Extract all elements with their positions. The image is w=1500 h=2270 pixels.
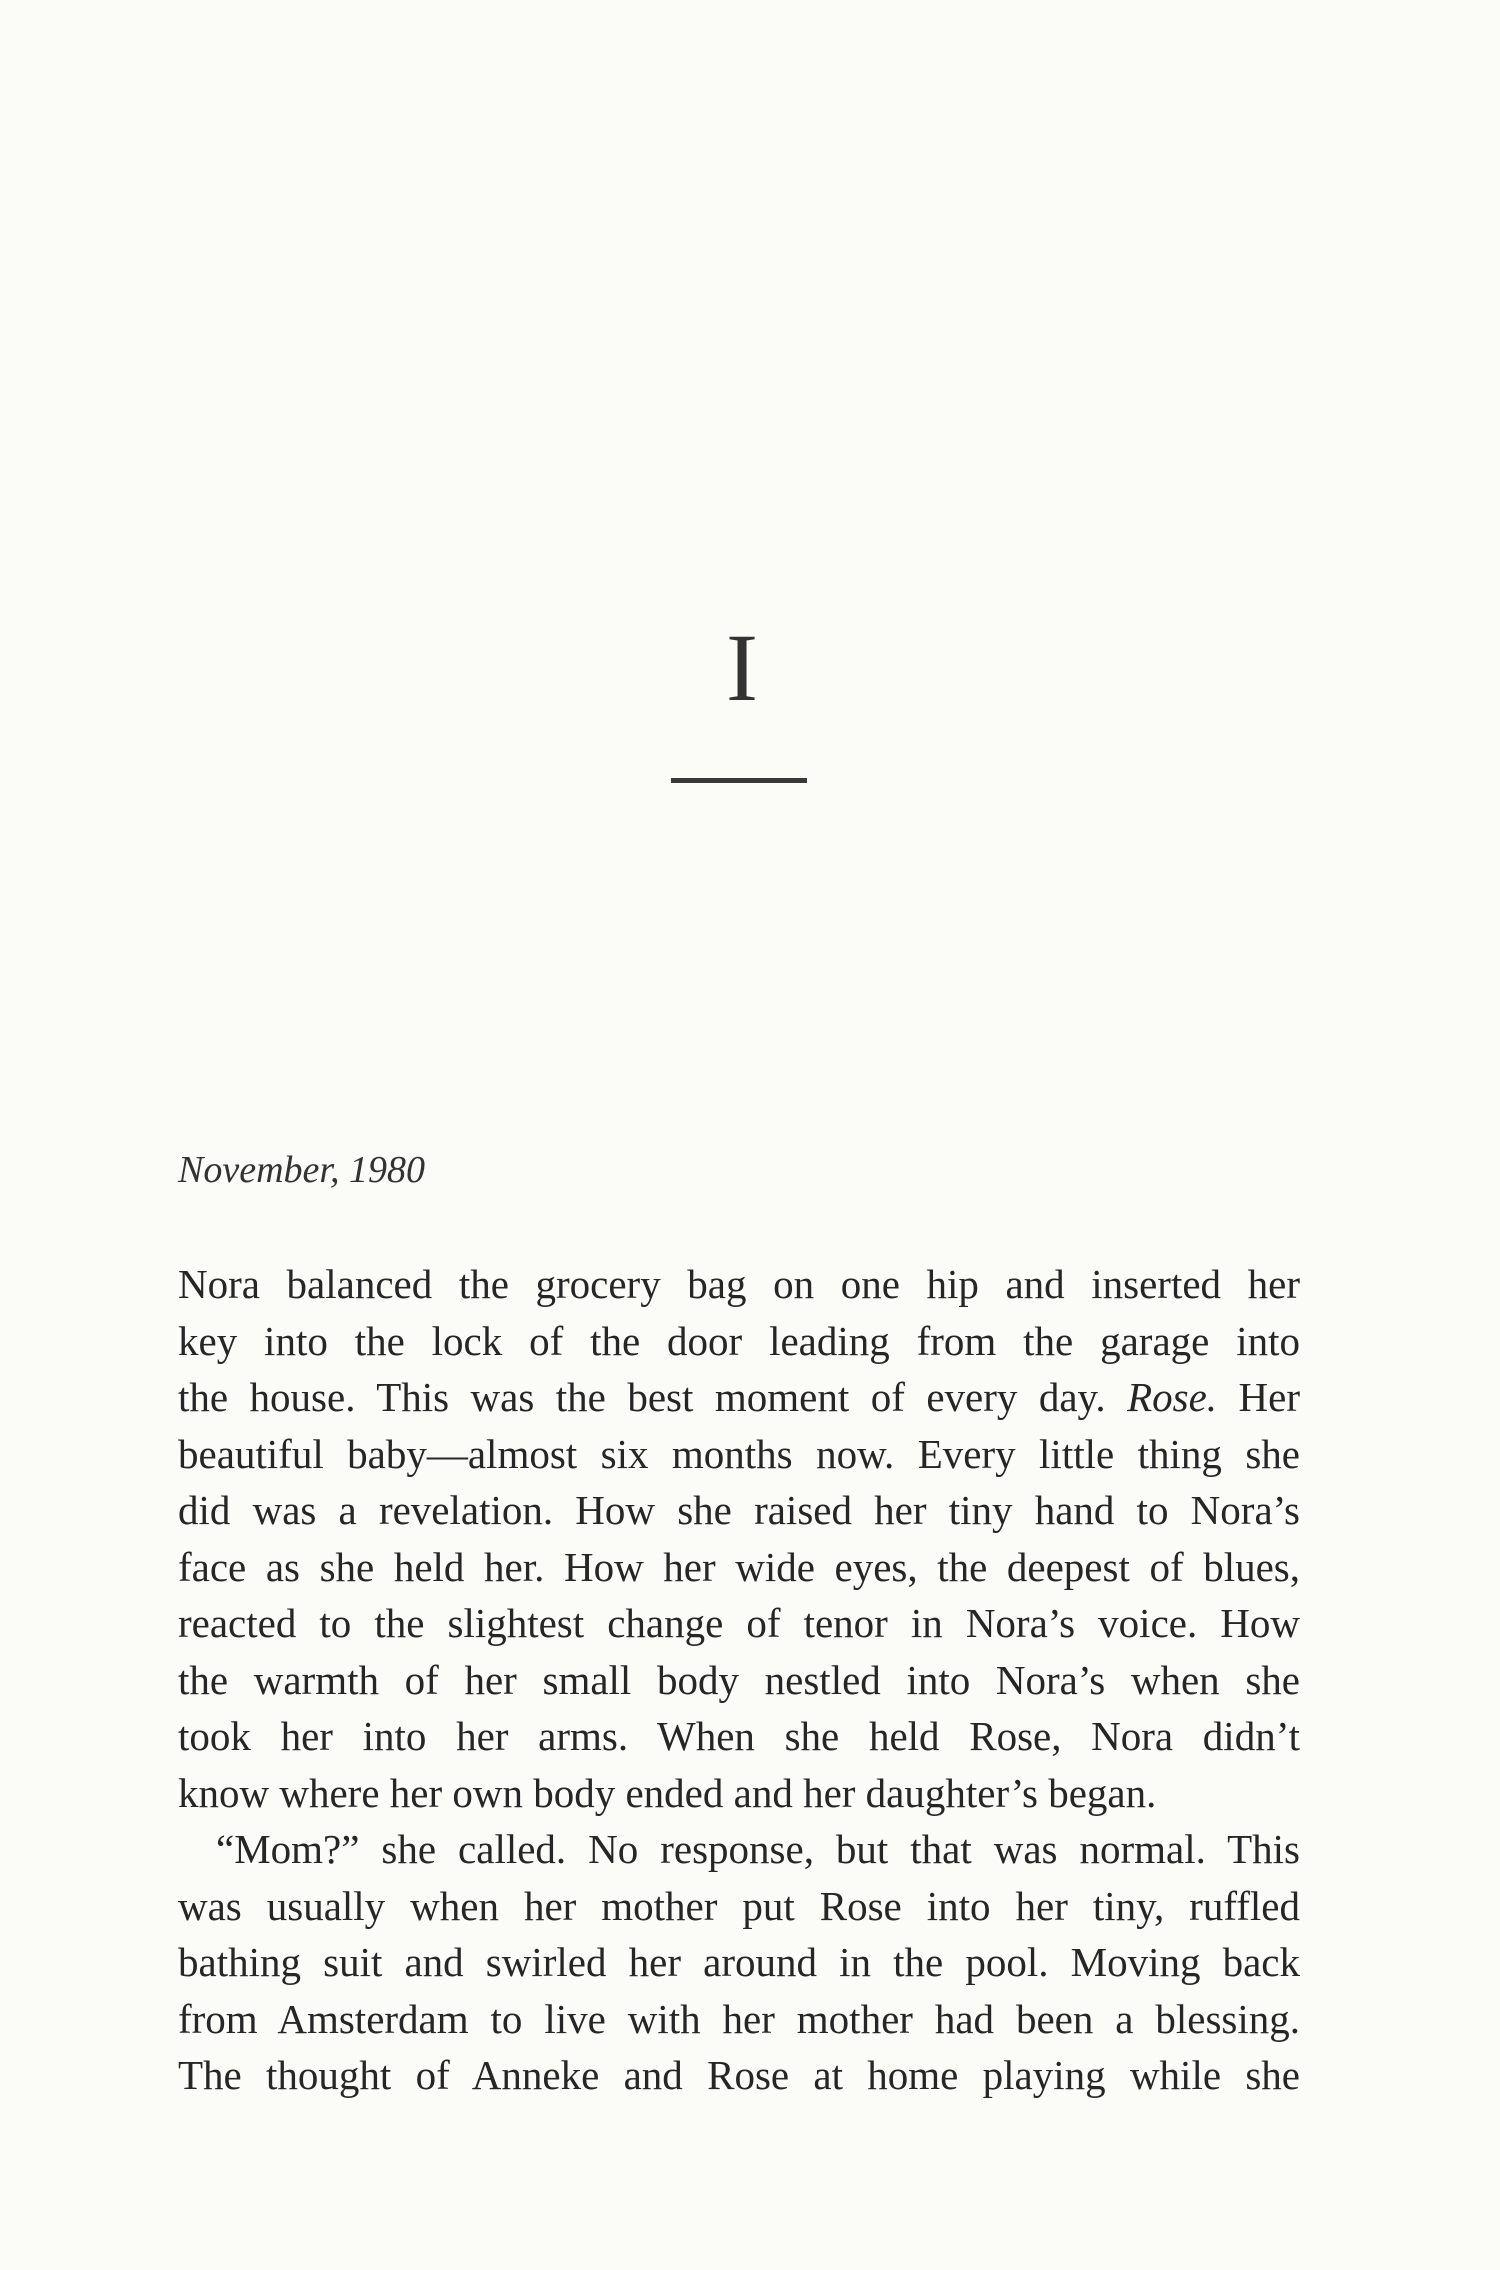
text-line: [178, 1369, 1300, 1426]
text-line: key into the lock of the door leading from the garage into: [178, 1317, 1300, 1364]
text-line: took her into her arms. When she held Rose, Nora didn’t: [178, 1713, 1300, 1759]
text-line: reacted to the slightest change of tenor in Nora’s voice. How: [178, 1600, 1300, 1646]
text-line: beautiful baby—almost six months now. Every little thing she: [178, 1430, 1300, 1477]
text-line: bathing suit and swirled her around in the pool. Moving back: [178, 1939, 1300, 1985]
chapter-number: I: [726, 614, 758, 721]
text-line: the warmth of her small body nestled into Nora’s when she: [178, 1656, 1300, 1703]
paragraph-2: [178, 1821, 1300, 2104]
text-line: know where her own body ended and her daughter’s began.: [178, 1769, 1157, 1816]
chapter-dateline: November, 1980: [178, 1149, 425, 1191]
text-segment: Her: [1217, 1374, 1300, 1420]
text-line: “Mom?” she called. No response, but that was normal. This: [216, 1826, 1300, 1872]
chapter-body: [178, 1256, 1300, 2104]
chapter-divider: [671, 778, 807, 783]
emphasis-name: Rose.: [1127, 1374, 1218, 1420]
text-segment: the house. This was the best moment of every day.: [178, 1374, 1128, 1420]
text-line: did was a revelation. How she raised her tiny hand to Nora’s: [178, 1487, 1300, 1533]
text-line: face as she held her. How her wide eyes, the deepest of blues,: [178, 1543, 1300, 1590]
text-line: Nora balanced the grocery bag on one hip and inserted her: [178, 1261, 1300, 1307]
text-line: The thought of Anneke and Rose at home playing while she: [178, 2052, 1300, 2098]
text-line: was usually when her mother put Rose into her tiny, ruffled: [178, 1882, 1300, 1929]
text-line: from Amsterdam to live with her mother had been a blessing.: [178, 1995, 1300, 2042]
paragraph-1: [178, 1256, 1300, 1821]
